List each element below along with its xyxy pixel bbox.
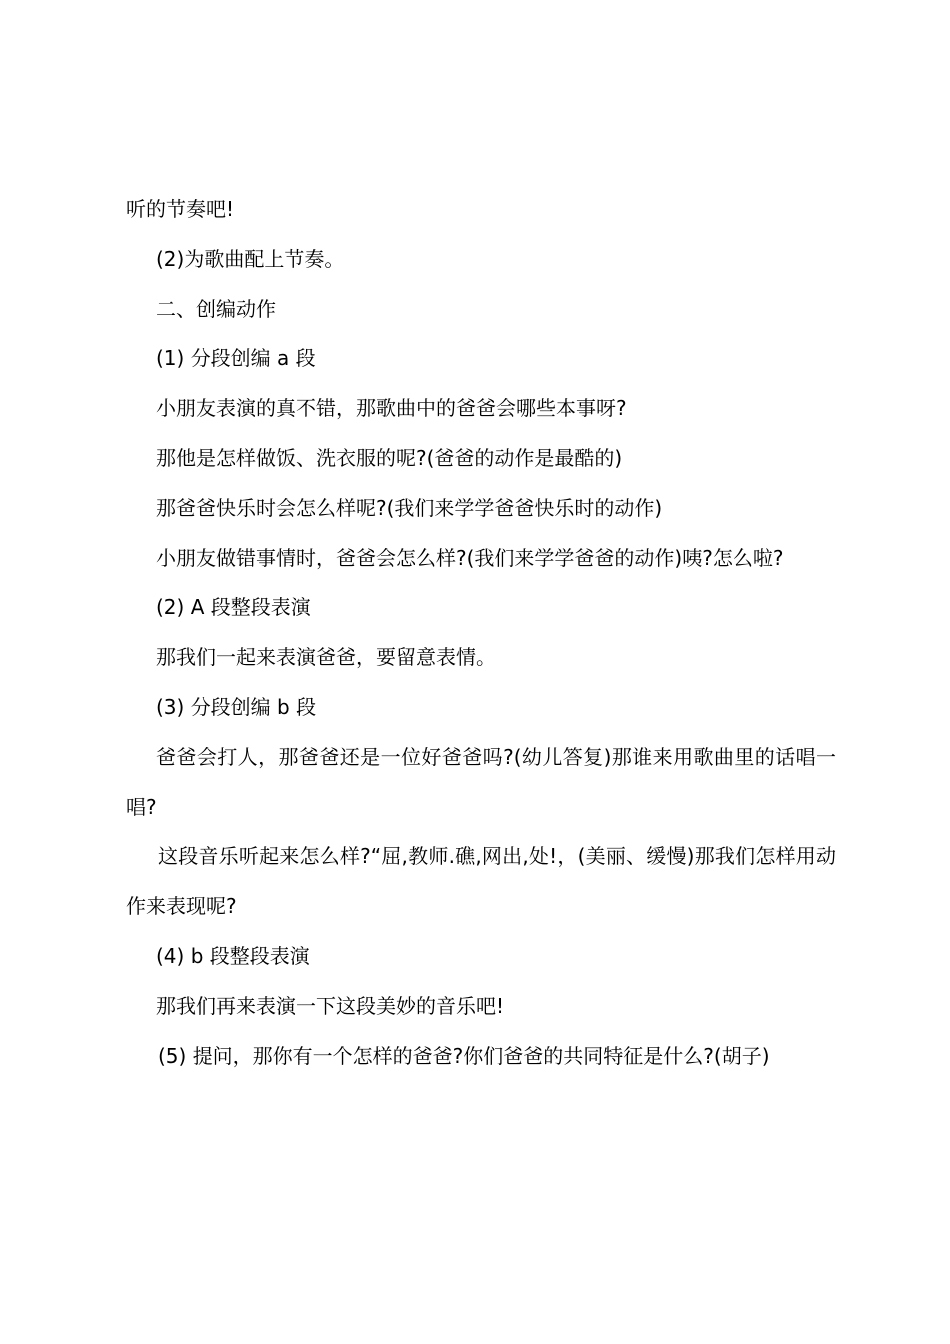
paragraph: 这段音乐听起来怎么样?“屈,教师.礁,网出,处!，(美丽、缓慢)那我们怎样用动作来表现呢? [126, 844, 836, 919]
subsection-heading: (4) b 段整段表演 [156, 943, 310, 968]
paragraph: 那他是怎样做饭、洗衣服的呢?(爸爸的动作是最酷的) [156, 445, 623, 470]
paragraph: 那我们一起来表演爸爸，要留意表情。 [156, 645, 496, 670]
subsection-heading: (1) 分段创编 a 段 [156, 346, 316, 371]
paragraph: 听的节奏吧! [126, 197, 235, 221]
subsection-heading: (3) 分段创编 b 段 [156, 694, 317, 719]
section-heading: 二、创编动作 [156, 296, 276, 321]
paragraph: (5) 提问，那你有一个怎样的爸爸?你们爸爸的共同特征是什么?(胡子) [158, 1043, 770, 1068]
paragraph: 小朋友表演的真不错，那歌曲中的爸爸会哪些本事呀? [156, 396, 627, 421]
document-body [126, 185, 836, 1081]
paragraph: 那爸爸快乐时会怎么样呢?(我们来学学爸爸快乐时的动作) [156, 495, 663, 520]
subsection-heading: (2) A 段整段表演 [156, 595, 311, 620]
paragraph: 那我们再来表演一下这段美妙的音乐吧! [156, 993, 505, 1018]
paragraph: 爸爸会打人，那爸爸还是一位好爸爸吗?(幼儿答复)那谁来用歌曲里的话唱一唱? [126, 744, 836, 819]
paragraph: 小朋友做错事情时，爸爸会怎么样?(我们来学学爸爸的动作)咦?怎么啦? [156, 545, 784, 570]
paragraph: (2)为歌曲配上节奏。 [156, 246, 345, 271]
